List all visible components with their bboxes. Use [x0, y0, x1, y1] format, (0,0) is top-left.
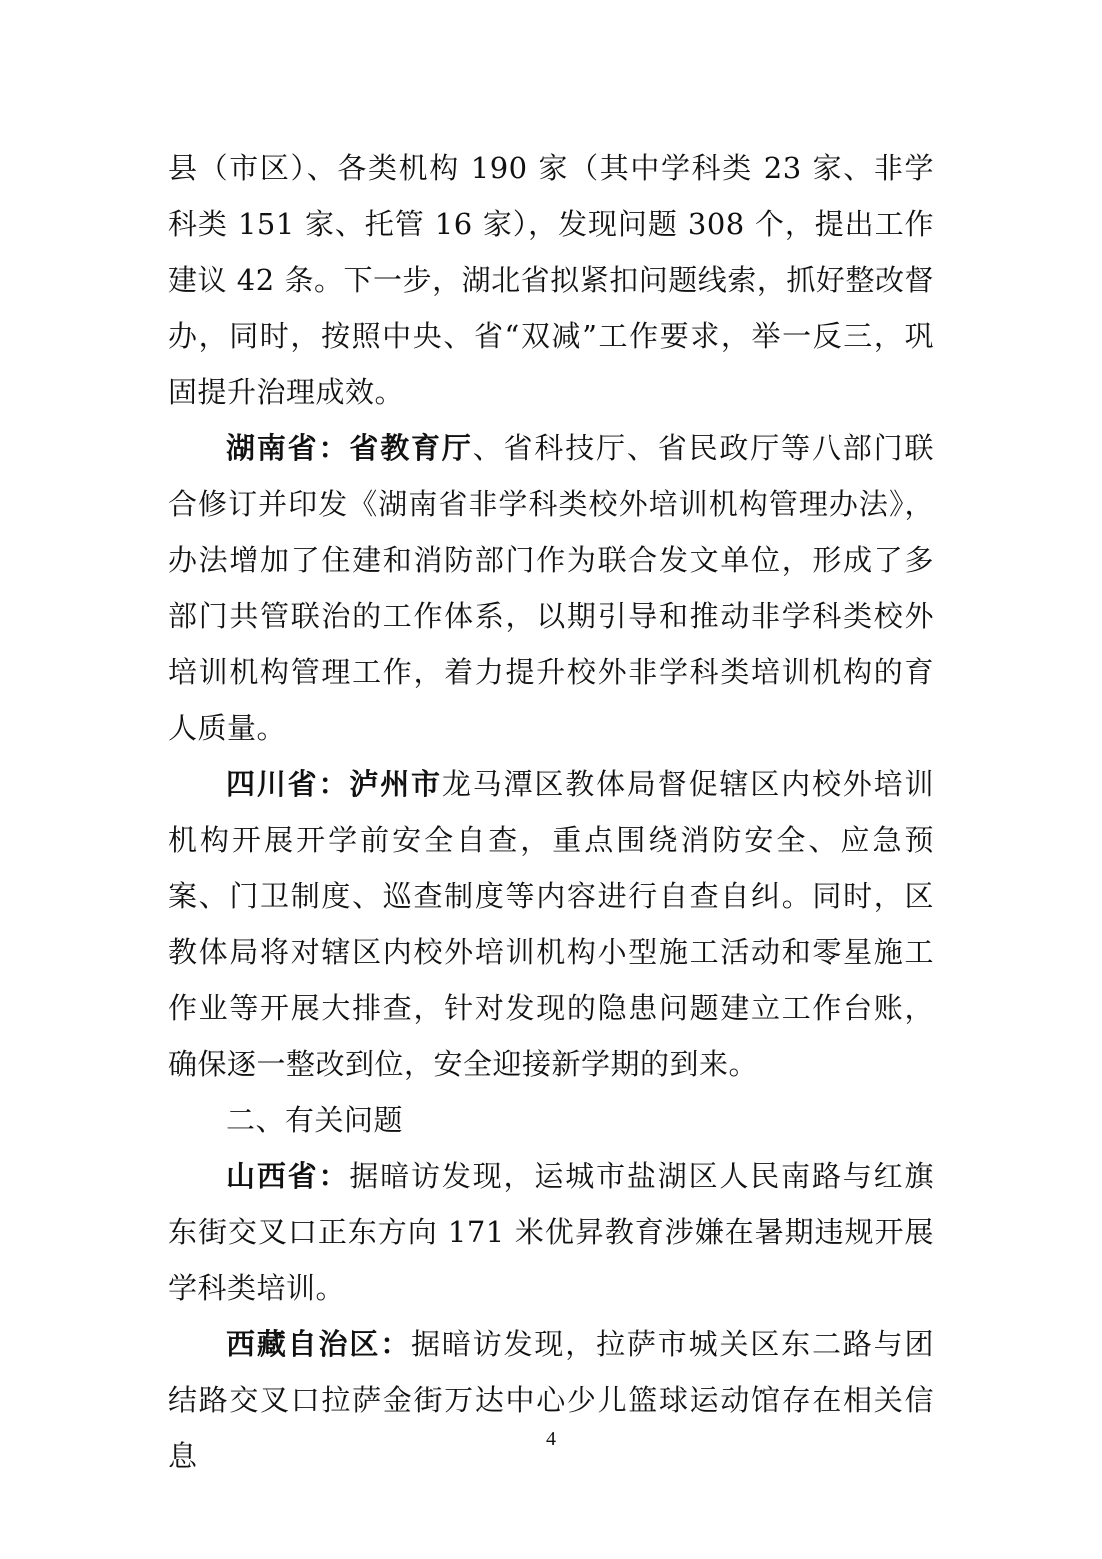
hunan-body-text: 、省科技厅、省民政厅等八部门联合修订并印发《湖南省非学科类校外培训机构管理办法》，办法增加了住建和消防部门作为联合发文单位，形成了多部门共管联治的工作体系，以期引导和推动非学科类校外培训机构管理工作，着力提升校外非学科类培训机构的育人质量。 — [168, 431, 934, 745]
sichuan-body-text: 龙马潭区教体局督促辖区内校外培训机构开展开学前安全自查，重点围绕消防安全、应急预案、门卫制度、巡查制度等内容进行自查自纠。同时，区教体局将对辖区内校外培训机构小型施工活动和零星施工作业等开展大排查，针对发现的隐患问题建立工作台账，确保逐一整改到位，安全迎接新学期的到来。 — [168, 767, 934, 1081]
section-heading: 二、有关问题 — [226, 1103, 404, 1137]
tibet-lead-label: 西藏自治区： — [226, 1327, 412, 1361]
hunan-paragraph — [168, 420, 934, 756]
sichuan-paragraph — [168, 756, 934, 1092]
tibet-body-text: 据暗访发现，拉萨市城关区东二路与团结路交叉口拉萨金街万达中心少儿篮球运动馆存在相关信息 — [168, 1327, 934, 1473]
page-number: 4 — [546, 1428, 556, 1450]
shanxi-lead-label: 山西省： — [226, 1159, 350, 1193]
tibet-paragraph — [168, 1316, 934, 1484]
hunan-lead-label: 湖南省：省教育厅 — [226, 431, 473, 465]
shanxi-body-text: 据暗访发现，运城市盐湖区人民南路与红旗东街交叉口正东方向 171 米优昇教育涉嫌在暑期违规开展学科类培训。 — [168, 1159, 934, 1305]
shanxi-paragraph — [168, 1148, 934, 1316]
body-text — [168, 140, 934, 1484]
sichuan-lead-label: 四川省：泸州市 — [226, 767, 442, 801]
hubei-continuation-paragraph: 县（市区）、各类机构 190 家（其中学科类 23 家、非学科类 151 家、托管 16 家），发现问题 308 个，提出工作建议 42 条。下一步，湖北省拟紧扣问题线索，抓好整改督办，同时，按照中央、省“双减”工作要求，举一反三，巩固提升治理成效。 — [168, 151, 934, 409]
